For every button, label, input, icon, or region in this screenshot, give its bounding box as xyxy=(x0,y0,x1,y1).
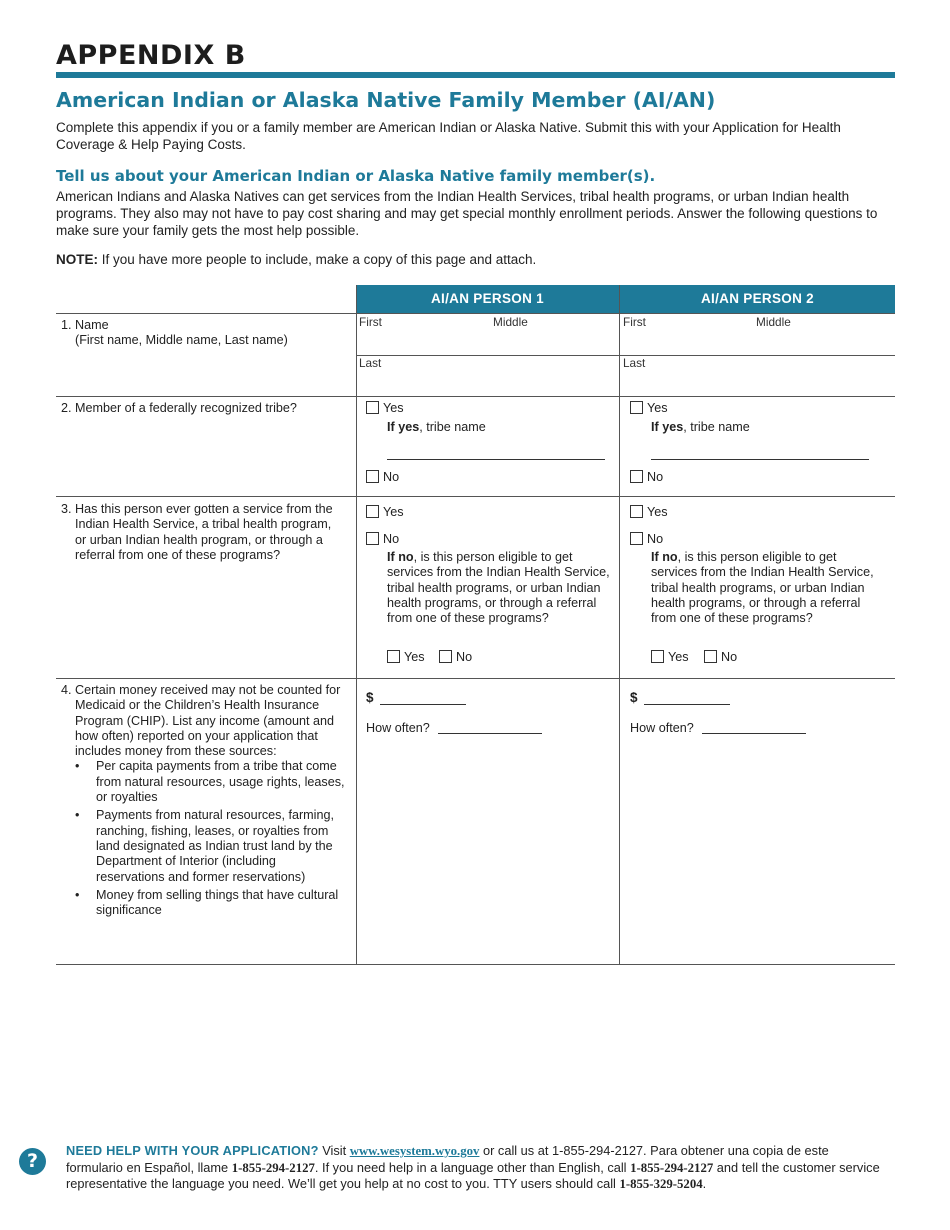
checkbox[interactable] xyxy=(630,470,643,483)
checkbox[interactable] xyxy=(366,401,379,414)
p2-tribe-no-option[interactable]: No xyxy=(630,470,663,485)
list-item: • Payments from natural resources, farming, ranching, fishing, leases, or royalties from land designated as Indian trust land by the Department of Interior (including reservations and former reservations) xyxy=(75,808,334,884)
checkbox[interactable] xyxy=(387,650,400,663)
checkbox[interactable] xyxy=(439,650,452,663)
p1-eligible-yes-option[interactable]: Yes xyxy=(387,650,425,665)
question-subtext: (First name, Middle name, Last name) xyxy=(75,333,288,348)
p1-ihs-yes-option[interactable]: Yes xyxy=(366,505,404,520)
list-item: • Per capita payments from a tribe that come from natural resources, usage rights, leases, or royalties xyxy=(75,759,345,805)
footer-heading: NEED HELP WITH YOUR APPLICATION? xyxy=(66,1143,319,1158)
checkbox[interactable] xyxy=(630,532,643,545)
list-item: • Money from selling things that have cultural significance xyxy=(75,887,339,918)
help-icon: ? xyxy=(19,1148,46,1175)
income-source-list xyxy=(56,759,346,918)
p2-tribe-name-field[interactable] xyxy=(651,459,869,460)
section-heading: Tell us about your American Indian or Alaska Native family member(s). xyxy=(56,167,656,185)
p2-how-often-field[interactable] xyxy=(702,733,806,734)
row-divider xyxy=(56,678,895,679)
row-divider xyxy=(56,964,895,965)
p1-ihs-no-option[interactable]: No xyxy=(366,532,399,547)
p1-tribe-name-label: If yes, tribe name xyxy=(387,420,486,434)
question-number: 2. xyxy=(61,401,72,415)
checkbox[interactable] xyxy=(366,505,379,518)
question-text: Certain money received may not be counted for Medicaid or the Children’s Health Insurance Program (CHIP). List any income (amount and how often) reported on your application that includes money from these sources: xyxy=(75,683,341,759)
column-divider xyxy=(619,285,620,965)
p1-eligibility-question: If no, is this person eligible to get services from the Indian Health Service, tribal health programs, or urban Indian health programs, or through a referral from one of these programs? xyxy=(387,550,610,626)
checkbox[interactable] xyxy=(630,505,643,518)
tty-number: 1-855-329-5204 xyxy=(619,1177,703,1191)
help-footer: NEED HELP WITH YOUR APPLICATION? Visit www.wesystem.wyo.gov or call us at 1-855-294-2127. Para obtener una copia de este formulario en Español, llame 1-855-294-2127. If you need help in a language other than English, call 1-855-294-2127 and tell the customer service representative the language you need. We’ll get you help at no cost to you. TTY users should call 1-855-329-5204. xyxy=(66,1143,880,1191)
p1-amount-label: $ xyxy=(366,690,374,705)
title-rule xyxy=(56,72,895,78)
question-text: Name xyxy=(75,318,109,332)
column-header-person-1: AI/AN PERSON 1 xyxy=(356,285,619,313)
p1-how-often-label: How often? xyxy=(366,721,430,735)
p2-first-middle-field[interactable] xyxy=(623,314,893,355)
row-divider xyxy=(56,496,895,497)
checkbox[interactable] xyxy=(651,650,664,663)
row-divider xyxy=(56,396,895,397)
p1-last-name-field[interactable] xyxy=(359,356,617,396)
note-label: NOTE: xyxy=(56,252,98,267)
phone-number: 1-855-294-2127 xyxy=(231,1160,315,1175)
p1-first-middle-field[interactable] xyxy=(359,314,617,355)
checkbox[interactable] xyxy=(366,532,379,545)
p2-eligible-yes-option[interactable]: Yes xyxy=(651,650,689,665)
p1-amount-field[interactable] xyxy=(380,704,466,705)
last-label: Last xyxy=(623,356,646,370)
question-number: 1. xyxy=(61,318,72,332)
p2-ihs-no-option[interactable]: No xyxy=(630,532,663,547)
first-label: First xyxy=(623,315,646,329)
appendix-title: APPENDIX B xyxy=(56,40,246,71)
question-2 xyxy=(56,401,346,416)
question-4 xyxy=(56,683,346,918)
p1-tribe-no-option[interactable]: No xyxy=(366,470,399,485)
form-title: American Indian or Alaska Native Family Member (AI/AN) xyxy=(56,88,716,112)
checkbox[interactable] xyxy=(630,401,643,414)
column-header-person-2: AI/AN PERSON 2 xyxy=(620,285,895,313)
checkbox[interactable] xyxy=(366,470,379,483)
p1-eligible-no-option[interactable]: No xyxy=(439,650,472,665)
p2-how-often-label: How often? xyxy=(630,721,694,735)
p1-tribe-yes-option[interactable]: Yes xyxy=(366,401,404,416)
question-3 xyxy=(56,502,346,563)
p2-eligible-no-option[interactable]: No xyxy=(704,650,737,665)
p2-last-name-field[interactable] xyxy=(623,356,893,396)
p2-tribe-name-label: If yes, tribe name xyxy=(651,420,750,434)
p2-amount-field[interactable] xyxy=(644,704,730,705)
question-1 xyxy=(56,318,346,349)
question-number: 3. xyxy=(61,502,72,516)
section-body: American Indians and Alaska Natives can get services from the Indian Health Services, tribal health programs, or urban Indian health programs. They also may not have to pay cost sharing and may get special monthly enrollment periods. Answer the following questions to make sure your family gets the most help possible. xyxy=(56,189,878,238)
question-text: Has this person ever gotten a service from the Indian Health Service, a tribal health program, or urban Indian health program, or through a referral from one of these programs? xyxy=(75,502,333,562)
p2-ihs-yes-option[interactable]: Yes xyxy=(630,505,668,520)
first-label: First xyxy=(359,315,382,329)
intro-text: Complete this appendix if you or a family member are American Indian or Alaska Native. Submit this with your Application for Health Coverage & Help Paying Costs. xyxy=(56,120,841,152)
question-text: Member of a federally recognized tribe? xyxy=(75,401,297,415)
last-label: Last xyxy=(359,356,382,370)
p2-tribe-yes-option[interactable]: Yes xyxy=(630,401,668,416)
middle-label: Middle xyxy=(493,315,528,329)
note-text: If you have more people to include, make a copy of this page and attach. xyxy=(98,252,537,267)
p1-how-often-field[interactable] xyxy=(438,733,542,734)
checkbox[interactable] xyxy=(704,650,717,663)
p2-amount-label: $ xyxy=(630,690,638,705)
website-link[interactable]: www.wesystem.wyo.gov xyxy=(349,1144,480,1158)
note xyxy=(56,251,536,268)
phone-number: 1-855-294-2127 xyxy=(630,1160,714,1175)
question-number: 4. xyxy=(61,683,72,697)
column-divider xyxy=(356,285,357,965)
p1-tribe-name-field[interactable] xyxy=(387,459,605,460)
middle-label: Middle xyxy=(756,315,791,329)
p2-eligibility-question: If no, is this person eligible to get services from the Indian Health Service, tribal health programs, or urban Indian health programs, or through a referral from one of these programs? xyxy=(651,550,874,626)
